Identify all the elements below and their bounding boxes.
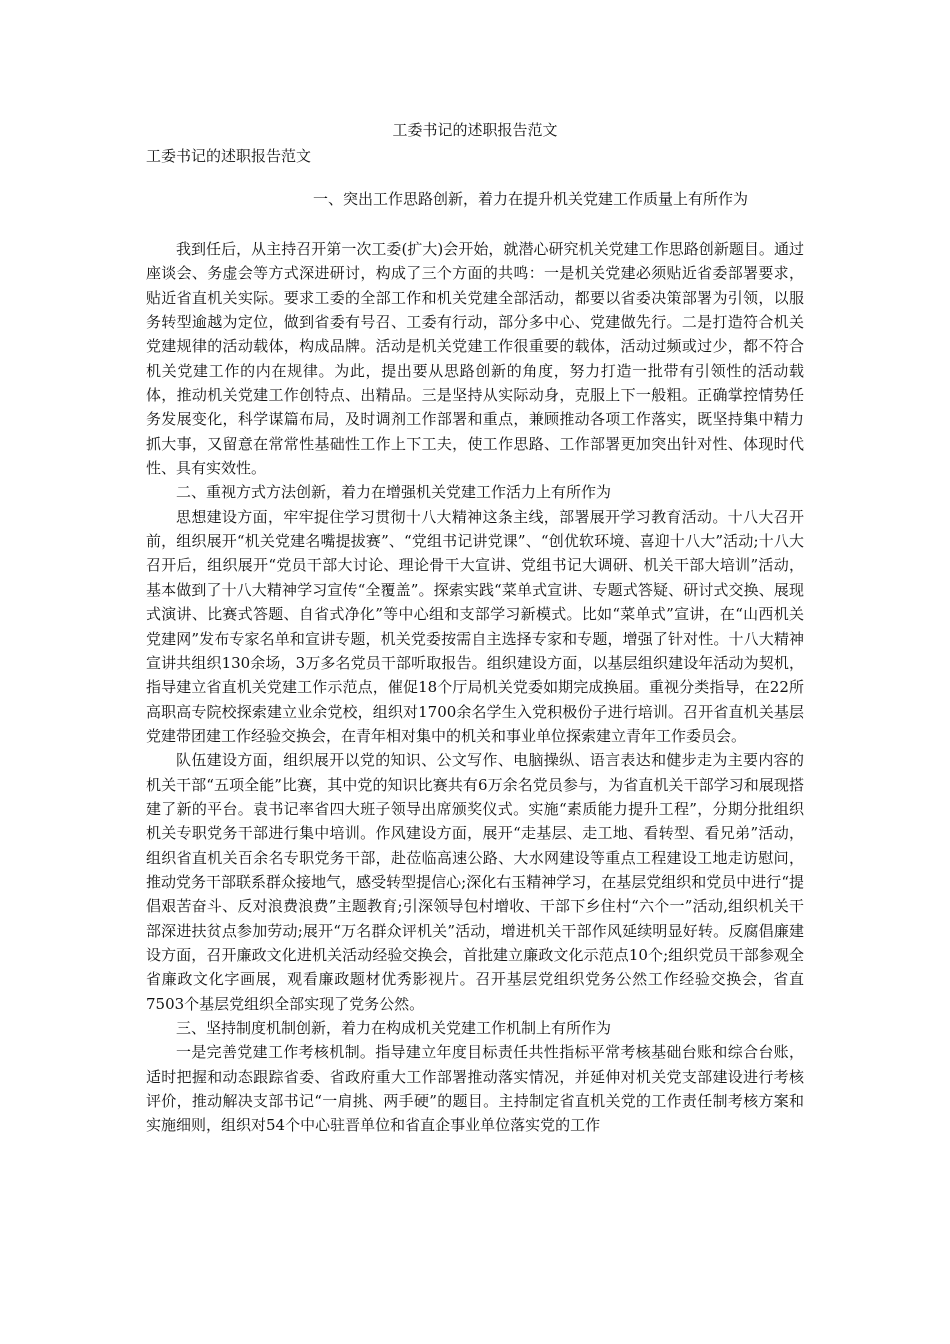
section-heading-1: 一、突出工作思路创新，着力在提升机关党建工作质量上有所作为: [313, 190, 749, 208]
section-heading-2: 二、重视方式方法创新，着力在增强机关党建工作活力上有所作为: [176, 483, 612, 502]
paragraph-4: 一是完善党建工作考核机制。指导建立年度目标责任共性指标平常考核基础台账和综合台账，适时把握和动态跟踪省委、省政府重大工作部署推动落实情况，并延伸对机关党支部建设进行考核评价，推动解决支部书记“一肩挑、两手硬”的题目。主持制定省直机关党的工作责任制考核方案和实施细则，组织对54个中心驻晋单位和省直企事业单位落实党的工作: [146, 1043, 804, 1135]
section-heading-3: 三、坚持制度机制创新，着力在构成机关党建工作机制上有所作为: [176, 1019, 612, 1037]
paragraph-2: 思想建设方面，牢牢捉住学习贯彻十八大精神这条主线，部署展开学习教育活动。十八大召开前，组织展开“机关党建名嘴提拔赛”、“党组书记讲党课”、“创优软环境、喜迎十八大”活动;十八大召开后，组织展开“党员干部大讨论、理论骨干大宣讲、党组书记大调研、机关干部大培训”活动，基本做到了十八大精神学习宣传“全覆盖”。探索实践“菜单式宣讲、专题式答疑、研讨式交换、展现式演讲、比赛式答题、自省式净化”等中心组和支部学习新模式。比如“菜单式”宣讲，在“山西机关党建网”发布专家名单和宣讲专题，机关党委按需自主选择专家和专题，增强了针对性。十八大精神宣讲共组织130余场，3万多名党员干部听取报告。组织建设方面，以基层组织建设年活动为契机，指导建立省直机关党建工作示范点，催促18个厅局机关党委如期完成换届。重视分类指导，在22所高职高专院校探索建立业余党校，组织对1700余名学生入党积极份子进行培训。召开省直机关基层党建带团建工作经验交换会，在青年相对集中的机关和事业单位探索建立青年工作委员会。: [146, 507, 804, 745]
document-title: 工委书记的述职报告范文: [392, 121, 558, 139]
paragraph-3: 队伍建设方面，组织展开以党的知识、公文写作、电脑操纵、语言表达和健步走为主要内容的机关干部“五项全能”比赛，其中党的知识比赛共有6万余名党员参与，为省直机关干部学习和展现搭建了新的平台。袁书记率省四大班子领导出席颁奖仪式。实施“素质能力提升工程”，分期分批组织机关专职党务干部进行集中培训。作风建设方面，展开“走基层、走工地、看转型、看兄弟”活动，组织省直机关百余名专职党务干部，赴莅临高速公路、大水网建设等重点工程建设工地走访慰问，推动党务干部联系群众接地气，感受转型提信心;深化右玉精神学习，在基层党组织和党员中进行“提倡艰苦奋斗、反对浪费浪费”主题教育;引深领导包村增收、干部下乡住村“六个一”活动,组织机关干部深进扶贫点参加劳动;展开“万名群众评机关”活动，增进机关干部作风延续明显好转。反腐倡廉建设方面，召开廉政文化进机关活动经验交换会，首批建立廉政文化示范点10个;组织党员干部参观全省廉政文化字画展，观看廉政题材优秀影视片。召开基层党组织党务公然工作经验交换会，省直7503个基层党组织全部实现了党务公然。: [146, 751, 804, 1013]
paragraph-1: 我到任后，从主持召开第一次工委(扩大)会开始，就潜心研究机关党建工作思路创新题目。通过座谈会、务虚会等方式深进研讨，构成了三个方面的共鸣：一是机关党建必须贴近省委部署要求，贴近省直机关实际。要求工委的全部工作和机关党建全部活动，都要以省委决策部署为引领，以服务转型逾越为定位，做到省委有号召、工委有行动，部分多中心、党建做先行。二是打造符合机关党建规律的活动载体，构成品牌。活动是机关党建工作很重要的载体，活动过频或过少，都不符合机关党建工作的内在规律。为此，提出要从思路创新的角度，努力打造一批带有引领性的活动载体，推动机关党建工作创特点、出精品。三是坚持从实际动身，克服上下一般粗。正确掌控情势任务发展变化，科学谋篇布局，及时调剂工作部署和重点，兼顾推动各项工作落实，既坚持集中精力抓大事，又留意在常常性基础性工作上下工夫，使工作思路、工作部署更加突出针对性、体现时代性、具有实效性。: [146, 240, 804, 478]
document-body: [146, 237, 804, 1138]
document-subtitle: 工委书记的述职报告范文: [146, 147, 312, 165]
